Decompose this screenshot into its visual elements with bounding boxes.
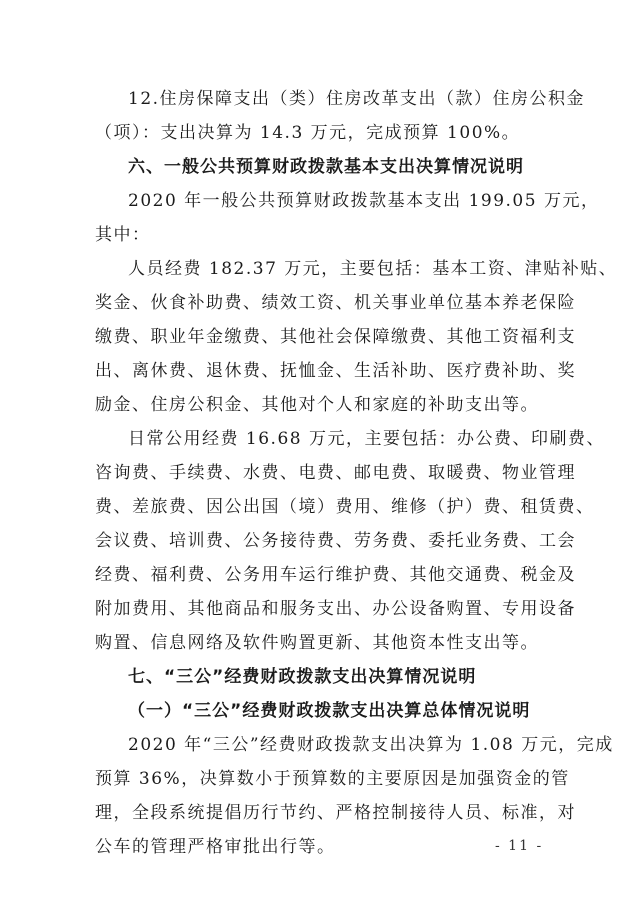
three-public-line-1: 2020 年“三公”经费财政拨款支出决算为 1.08 万元，完成 [128, 735, 614, 755]
basic-expenditure-line-2: 其中： [95, 225, 151, 245]
three-public-line-2: 预算 36%，决算数小于预算数的主要原因是加强资金的管 [95, 769, 570, 789]
personnel-line-5: 励金、住房公积金、其他对个人和家庭的补助支出等。 [95, 395, 539, 415]
personnel-line-2: 奖金、伙食补助费、绩效工资、机关事业单位基本养老保险 [95, 293, 576, 313]
public-funds-line-3: 费、差旅费、因公出国（境）费用、维修（护）费、租赁费、 [95, 497, 595, 517]
personnel-line-1: 人员经费 182.37 万元，主要包括：基本工资、津贴补贴、 [128, 259, 618, 279]
three-public-line-4: 公车的管理严格审批出行等。 [95, 837, 336, 857]
basic-expenditure-line-1: 2020 年一般公共预算财政拨款基本支出 199.05 万元， [128, 191, 600, 211]
section-seven-heading: 七、“三公”经费财政拨款支出决算情况说明 [128, 667, 477, 687]
page-number: - 11 - [495, 838, 544, 854]
public-funds-line-2: 咨询费、手续费、水费、电费、邮电费、取暖费、物业管理 [95, 463, 576, 483]
housing-fund-line-1: 12.住房保障支出（类）住房改革支出（款）住房公积金 [128, 89, 586, 109]
personnel-line-4: 出、离休费、退休费、抚恤金、生活补助、医疗费补助、奖 [95, 361, 576, 381]
three-public-line-3: 理，全段系统提倡历行节约、严格控制接待人员、标准，对 [95, 803, 576, 823]
housing-fund-line-2: （项）：支出决算为 14.3 万元，完成预算 100%。 [95, 123, 521, 143]
public-funds-line-5: 经费、福利费、公务用车运行维护费、其他交通费、税金及 [95, 565, 576, 585]
public-funds-line-1: 日常公用经费 16.68 万元，主要包括：办公费、印刷费、 [128, 429, 605, 449]
subsection-one-heading: （一）“三公”经费财政拨款支出决算总体情况说明 [128, 701, 531, 721]
personnel-line-3: 缴费、职业年金缴费、其他社会保障缴费、其他工资福利支 [95, 327, 576, 347]
public-funds-line-7: 购置、信息网络及软件购置更新、其他资本性支出等。 [95, 633, 539, 653]
public-funds-line-6: 附加费用、其他商品和服务支出、办公设备购置、专用设备 [95, 599, 576, 619]
public-funds-line-4: 会议费、培训费、公务接待费、劳务费、委托业务费、工会 [95, 531, 576, 551]
section-six-heading: 六、一般公共预算财政拨款基本支出决算情况说明 [128, 157, 524, 177]
